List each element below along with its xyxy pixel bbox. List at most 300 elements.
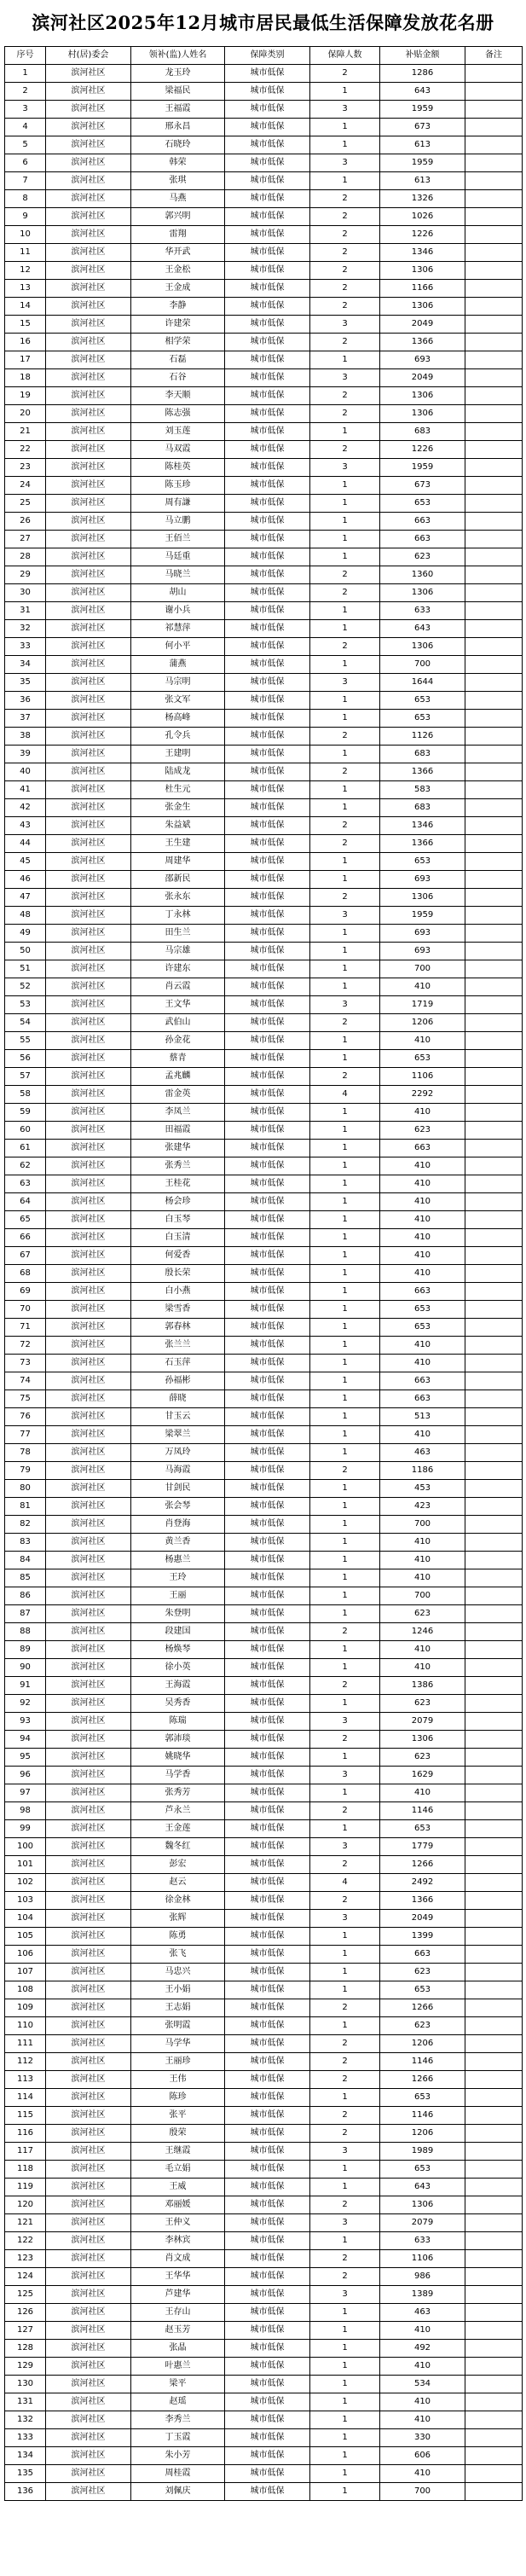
- cell-seq: 99: [5, 1820, 46, 1838]
- cell-seq: 101: [5, 1856, 46, 1874]
- cell-committee: 滨河社区: [46, 2232, 131, 2250]
- table-row: [5, 1175, 523, 1193]
- cell-committee: 滨河社区: [46, 1874, 131, 1892]
- cell-seq: 39: [5, 746, 46, 763]
- cell-amount: 623: [380, 1605, 465, 1623]
- table-row: [5, 2268, 523, 2286]
- cell-persons: 3: [310, 1713, 380, 1731]
- cell-committee: 滨河社区: [46, 620, 131, 638]
- cell-category: 城市低保: [225, 262, 310, 280]
- cell-committee: 滨河社区: [46, 996, 131, 1014]
- cell-recipient-name: 殷荣: [131, 2125, 225, 2143]
- cell-persons: 2: [310, 835, 380, 853]
- table-row: [5, 1247, 523, 1265]
- cell-seq: 57: [5, 1068, 46, 1086]
- cell-category: 城市低保: [225, 2322, 310, 2340]
- cell-remark: [465, 1910, 523, 1928]
- cell-remark: [465, 280, 523, 298]
- cell-committee: 滨河社区: [46, 584, 131, 602]
- cell-recipient-name: 武伯山: [131, 1014, 225, 1032]
- cell-recipient-name: 周桂霞: [131, 2465, 225, 2483]
- table-row: [5, 1516, 523, 1534]
- cell-recipient-name: 张金生: [131, 799, 225, 817]
- cell-committee: 滨河社区: [46, 65, 131, 83]
- cell-amount: 613: [380, 172, 465, 190]
- cell-recipient-name: 雷翔: [131, 226, 225, 244]
- cell-category: 城市低保: [225, 1964, 310, 1981]
- cell-persons: 2: [310, 2035, 380, 2053]
- cell-seq: 71: [5, 1319, 46, 1337]
- cell-amount: 1306: [380, 584, 465, 602]
- cell-committee: 滨河社区: [46, 2340, 131, 2358]
- cell-amount: 2079: [380, 2214, 465, 2232]
- cell-category: 城市低保: [225, 2035, 310, 2053]
- cell-amount: 663: [380, 513, 465, 531]
- cell-recipient-name: 马燕: [131, 190, 225, 208]
- cell-seq: 88: [5, 1623, 46, 1641]
- cell-persons: 2: [310, 244, 380, 262]
- cell-recipient-name: 王福霞: [131, 101, 225, 119]
- cell-seq: 97: [5, 1784, 46, 1802]
- cell-remark: [465, 1068, 523, 1086]
- cell-committee: 滨河社区: [46, 459, 131, 477]
- cell-remark: [465, 1659, 523, 1677]
- cell-amount: 410: [380, 1659, 465, 1677]
- cell-amount: 700: [380, 656, 465, 674]
- cell-recipient-name: 王建明: [131, 746, 225, 763]
- cell-amount: 1186: [380, 1462, 465, 1480]
- cell-persons: 2: [310, 2250, 380, 2268]
- cell-remark: [465, 817, 523, 835]
- cell-persons: 1: [310, 1534, 380, 1552]
- cell-committee: 滨河社区: [46, 2035, 131, 2053]
- cell-persons: 2: [310, 2196, 380, 2214]
- cell-category: 城市低保: [225, 1444, 310, 1462]
- cell-recipient-name: 芦永兰: [131, 1802, 225, 1820]
- cell-committee: 滨河社区: [46, 1444, 131, 1462]
- cell-amount: 410: [380, 1784, 465, 1802]
- cell-amount: 423: [380, 1498, 465, 1516]
- cell-seq: 5: [5, 136, 46, 154]
- cell-seq: 44: [5, 835, 46, 853]
- cell-amount: 653: [380, 692, 465, 710]
- cell-remark: [465, 1569, 523, 1587]
- cell-recipient-name: 马宗雄: [131, 943, 225, 960]
- cell-category: 城市低保: [225, 351, 310, 369]
- cell-amount: 1166: [380, 280, 465, 298]
- table-row: [5, 1856, 523, 1874]
- cell-category: 城市低保: [225, 1695, 310, 1713]
- cell-recipient-name: 王金成: [131, 280, 225, 298]
- cell-remark: [465, 1444, 523, 1462]
- cell-remark: [465, 2125, 523, 2143]
- cell-persons: 1: [310, 1820, 380, 1838]
- cell-category: 城市低保: [225, 943, 310, 960]
- cell-category: 城市低保: [225, 1157, 310, 1175]
- cell-category: 城市低保: [225, 513, 310, 531]
- cell-remark: [465, 190, 523, 208]
- cell-committee: 滨河社区: [46, 2107, 131, 2125]
- table-row: [5, 1408, 523, 1426]
- table-row: [5, 2035, 523, 2053]
- cell-committee: 滨河社区: [46, 208, 131, 226]
- cell-recipient-name: 丁永林: [131, 907, 225, 925]
- cell-recipient-name: 李静: [131, 298, 225, 316]
- cell-recipient-name: 朱登明: [131, 1605, 225, 1623]
- cell-committee: 滨河社区: [46, 2196, 131, 2214]
- cell-category: 城市低保: [225, 2089, 310, 2107]
- cell-category: 城市低保: [225, 405, 310, 423]
- cell-committee: 滨河社区: [46, 405, 131, 423]
- cell-remark: [465, 1319, 523, 1337]
- cell-remark: [465, 1086, 523, 1104]
- cell-seq: 105: [5, 1928, 46, 1946]
- cell-seq: 38: [5, 728, 46, 746]
- cell-amount: 1146: [380, 1802, 465, 1820]
- cell-category: 城市低保: [225, 763, 310, 781]
- cell-amount: 623: [380, 548, 465, 566]
- cell-remark: [465, 101, 523, 119]
- cell-category: 城市低保: [225, 1981, 310, 1999]
- cell-persons: 1: [310, 943, 380, 960]
- header-recipient-name: 领补(监)人姓名: [131, 47, 225, 65]
- cell-remark: [465, 2053, 523, 2071]
- cell-committee: 滨河社区: [46, 1516, 131, 1534]
- cell-committee: 滨河社区: [46, 1014, 131, 1032]
- cell-amount: 410: [380, 1193, 465, 1211]
- cell-persons: 2: [310, 1014, 380, 1032]
- table-row: [5, 1784, 523, 1802]
- cell-persons: 1: [310, 692, 380, 710]
- cell-seq: 28: [5, 548, 46, 566]
- cell-seq: 134: [5, 2447, 46, 2465]
- cell-amount: 1779: [380, 1838, 465, 1856]
- table-row: [5, 960, 523, 978]
- cell-amount: 1306: [380, 638, 465, 656]
- cell-persons: 1: [310, 172, 380, 190]
- cell-committee: 滨河社区: [46, 692, 131, 710]
- cell-amount: 633: [380, 2232, 465, 2250]
- cell-category: 城市低保: [225, 2107, 310, 2125]
- cell-recipient-name: 白玉清: [131, 1229, 225, 1247]
- cell-category: 城市低保: [225, 2340, 310, 2358]
- cell-remark: [465, 1050, 523, 1068]
- cell-committee: 滨河社区: [46, 1820, 131, 1838]
- table-row: [5, 2179, 523, 2196]
- cell-committee: 滨河社区: [46, 1265, 131, 1283]
- cell-seq: 92: [5, 1695, 46, 1713]
- cell-seq: 77: [5, 1426, 46, 1444]
- table-row: [5, 1086, 523, 1104]
- cell-persons: 3: [310, 459, 380, 477]
- cell-amount: 1306: [380, 387, 465, 405]
- cell-category: 城市低保: [225, 835, 310, 853]
- cell-recipient-name: 张辉: [131, 1910, 225, 1928]
- cell-remark: [465, 351, 523, 369]
- cell-persons: 1: [310, 781, 380, 799]
- table-row: [5, 2017, 523, 2035]
- cell-seq: 45: [5, 853, 46, 871]
- cell-remark: [465, 477, 523, 495]
- cell-committee: 滨河社区: [46, 548, 131, 566]
- cell-seq: 114: [5, 2089, 46, 2107]
- cell-persons: 1: [310, 1605, 380, 1623]
- cell-persons: 1: [310, 1175, 380, 1193]
- roster-table: [4, 46, 523, 2501]
- cell-amount: 663: [380, 1283, 465, 1301]
- cell-amount: 1246: [380, 1623, 465, 1641]
- table-row: [5, 2304, 523, 2322]
- table-row: [5, 387, 523, 405]
- cell-committee: 滨河社区: [46, 2268, 131, 2286]
- cell-category: 城市低保: [225, 889, 310, 907]
- cell-category: 城市低保: [225, 1910, 310, 1928]
- cell-committee: 滨河社区: [46, 172, 131, 190]
- cell-amount: 700: [380, 960, 465, 978]
- cell-recipient-name: 张永东: [131, 889, 225, 907]
- cell-remark: [465, 1981, 523, 1999]
- cell-persons: 2: [310, 1677, 380, 1695]
- cell-recipient-name: 杜生元: [131, 781, 225, 799]
- cell-recipient-name: 甘剑民: [131, 1480, 225, 1498]
- cell-persons: 2: [310, 1892, 380, 1910]
- cell-seq: 128: [5, 2340, 46, 2358]
- cell-seq: 120: [5, 2196, 46, 2214]
- cell-committee: 滨河社区: [46, 1569, 131, 1587]
- cell-remark: [465, 2035, 523, 2053]
- table-row: [5, 119, 523, 136]
- cell-committee: 滨河社区: [46, 763, 131, 781]
- cell-seq: 116: [5, 2125, 46, 2143]
- cell-seq: 115: [5, 2107, 46, 2125]
- cell-recipient-name: 石谷: [131, 369, 225, 387]
- cell-committee: 滨河社区: [46, 2089, 131, 2107]
- cell-persons: 3: [310, 1838, 380, 1856]
- cell-amount: 410: [380, 2411, 465, 2429]
- cell-persons: 1: [310, 925, 380, 943]
- cell-remark: [465, 513, 523, 531]
- cell-committee: 滨河社区: [46, 2053, 131, 2071]
- table-row: [5, 1390, 523, 1408]
- cell-amount: 653: [380, 2161, 465, 2179]
- table-row: [5, 1140, 523, 1157]
- cell-committee: 滨河社区: [46, 1355, 131, 1372]
- cell-category: 城市低保: [225, 226, 310, 244]
- cell-remark: [465, 1372, 523, 1390]
- cell-category: 城市低保: [225, 1498, 310, 1516]
- cell-committee: 滨河社区: [46, 119, 131, 136]
- cell-category: 城市低保: [225, 710, 310, 728]
- cell-persons: 2: [310, 817, 380, 835]
- cell-recipient-name: 赵玉芳: [131, 2322, 225, 2340]
- cell-committee: 滨河社区: [46, 190, 131, 208]
- cell-committee: 滨河社区: [46, 1390, 131, 1408]
- cell-amount: 663: [380, 1372, 465, 1390]
- cell-amount: 653: [380, 1050, 465, 1068]
- cell-amount: 1206: [380, 2125, 465, 2143]
- cell-remark: [465, 2322, 523, 2340]
- cell-recipient-name: 邢永昌: [131, 119, 225, 136]
- cell-recipient-name: 刘佩庆: [131, 2483, 225, 2501]
- cell-category: 城市低保: [225, 2250, 310, 2268]
- cell-seq: 119: [5, 2179, 46, 2196]
- cell-seq: 19: [5, 387, 46, 405]
- cell-seq: 81: [5, 1498, 46, 1516]
- cell-seq: 87: [5, 1605, 46, 1623]
- cell-amount: 1286: [380, 65, 465, 83]
- cell-remark: [465, 943, 523, 960]
- cell-amount: 410: [380, 1265, 465, 1283]
- cell-remark: [465, 1390, 523, 1408]
- cell-recipient-name: 郭沛琰: [131, 1731, 225, 1749]
- cell-committee: 滨河社区: [46, 2304, 131, 2322]
- cell-committee: 滨河社区: [46, 1229, 131, 1247]
- cell-seq: 25: [5, 495, 46, 513]
- cell-remark: [465, 298, 523, 316]
- cell-recipient-name: 雷金英: [131, 1086, 225, 1104]
- cell-persons: 2: [310, 1731, 380, 1749]
- cell-amount: 1399: [380, 1928, 465, 1946]
- cell-persons: 3: [310, 1910, 380, 1928]
- cell-seq: 96: [5, 1767, 46, 1784]
- cell-persons: 2: [310, 2053, 380, 2071]
- cell-amount: 653: [380, 1981, 465, 1999]
- cell-recipient-name: 马宗明: [131, 674, 225, 692]
- cell-amount: 1226: [380, 226, 465, 244]
- cell-amount: 1326: [380, 190, 465, 208]
- cell-seq: 47: [5, 889, 46, 907]
- cell-amount: 693: [380, 943, 465, 960]
- cell-seq: 23: [5, 459, 46, 477]
- cell-amount: 1146: [380, 2053, 465, 2071]
- cell-recipient-name: 赵瑶: [131, 2393, 225, 2411]
- cell-committee: 滨河社区: [46, 1247, 131, 1265]
- cell-persons: 1: [310, 2376, 380, 2393]
- cell-remark: [465, 65, 523, 83]
- table-row: [5, 1623, 523, 1641]
- cell-recipient-name: 王继霞: [131, 2143, 225, 2161]
- cell-recipient-name: 张晶: [131, 2340, 225, 2358]
- cell-persons: 1: [310, 620, 380, 638]
- cell-remark: [465, 1175, 523, 1193]
- cell-persons: 3: [310, 674, 380, 692]
- cell-amount: 330: [380, 2429, 465, 2447]
- cell-committee: 滨河社区: [46, 1981, 131, 1999]
- cell-seq: 64: [5, 1193, 46, 1211]
- cell-recipient-name: 王威: [131, 2179, 225, 2196]
- cell-category: 城市低保: [225, 1462, 310, 1480]
- cell-persons: 1: [310, 1122, 380, 1140]
- cell-recipient-name: 郭春林: [131, 1319, 225, 1337]
- cell-recipient-name: 王华华: [131, 2268, 225, 2286]
- cell-remark: [465, 566, 523, 584]
- cell-amount: 1106: [380, 2250, 465, 2268]
- cell-category: 城市低保: [225, 1641, 310, 1659]
- table-row: [5, 835, 523, 853]
- cell-recipient-name: 朱小芳: [131, 2447, 225, 2465]
- cell-committee: 滨河社区: [46, 1426, 131, 1444]
- table-row: [5, 1964, 523, 1981]
- cell-category: 城市低保: [225, 2179, 310, 2196]
- table-row: [5, 781, 523, 799]
- cell-amount: 1366: [380, 1892, 465, 1910]
- cell-committee: 滨河社区: [46, 2071, 131, 2089]
- table-row: [5, 441, 523, 459]
- cell-recipient-name: 陈勇: [131, 1928, 225, 1946]
- table-row: [5, 2125, 523, 2143]
- cell-remark: [465, 2286, 523, 2304]
- cell-amount: 623: [380, 1749, 465, 1767]
- cell-category: 城市低保: [225, 1390, 310, 1408]
- cell-committee: 滨河社区: [46, 1623, 131, 1641]
- cell-seq: 14: [5, 298, 46, 316]
- table-row: [5, 674, 523, 692]
- table-row: [5, 2214, 523, 2232]
- cell-committee: 滨河社区: [46, 978, 131, 996]
- table-row: [5, 853, 523, 871]
- cell-remark: [465, 728, 523, 746]
- cell-seq: 113: [5, 2071, 46, 2089]
- table-row: [5, 244, 523, 262]
- cell-seq: 55: [5, 1032, 46, 1050]
- cell-category: 城市低保: [225, 871, 310, 889]
- cell-persons: 2: [310, 1623, 380, 1641]
- cell-persons: 1: [310, 2089, 380, 2107]
- table-row: [5, 2393, 523, 2411]
- cell-seq: 21: [5, 423, 46, 441]
- cell-recipient-name: 薛晓: [131, 1390, 225, 1408]
- cell-seq: 4: [5, 119, 46, 136]
- cell-seq: 79: [5, 1462, 46, 1480]
- header-committee: 村(居)委会: [46, 47, 131, 65]
- cell-persons: 1: [310, 1193, 380, 1211]
- cell-amount: 410: [380, 1337, 465, 1355]
- cell-category: 城市低保: [225, 674, 310, 692]
- cell-persons: 1: [310, 1426, 380, 1444]
- cell-committee: 滨河社区: [46, 1892, 131, 1910]
- cell-amount: 986: [380, 2268, 465, 2286]
- cell-category: 城市低保: [225, 280, 310, 298]
- cell-remark: [465, 226, 523, 244]
- cell-recipient-name: 马学华: [131, 2035, 225, 2053]
- cell-remark: [465, 83, 523, 101]
- cell-remark: [465, 2107, 523, 2125]
- cell-recipient-name: 彭宏: [131, 1856, 225, 1874]
- table-row: [5, 728, 523, 746]
- table-row: [5, 2143, 523, 2161]
- cell-seq: 78: [5, 1444, 46, 1462]
- cell-recipient-name: 马双霞: [131, 441, 225, 459]
- cell-remark: [465, 1355, 523, 1372]
- table-row: [5, 2322, 523, 2340]
- cell-recipient-name: 徐小英: [131, 1659, 225, 1677]
- cell-committee: 滨河社区: [46, 1211, 131, 1229]
- cell-amount: 1206: [380, 2035, 465, 2053]
- cell-remark: [465, 602, 523, 620]
- table-row: [5, 1767, 523, 1784]
- cell-persons: 1: [310, 1390, 380, 1408]
- cell-remark: [465, 996, 523, 1014]
- cell-committee: 滨河社区: [46, 1050, 131, 1068]
- cell-seq: 32: [5, 620, 46, 638]
- cell-category: 城市低保: [225, 119, 310, 136]
- cell-committee: 滨河社区: [46, 1068, 131, 1086]
- cell-category: 城市低保: [225, 190, 310, 208]
- cell-seq: 59: [5, 1104, 46, 1122]
- table-row: [5, 2053, 523, 2071]
- cell-remark: [465, 1820, 523, 1838]
- table-row: [5, 1552, 523, 1569]
